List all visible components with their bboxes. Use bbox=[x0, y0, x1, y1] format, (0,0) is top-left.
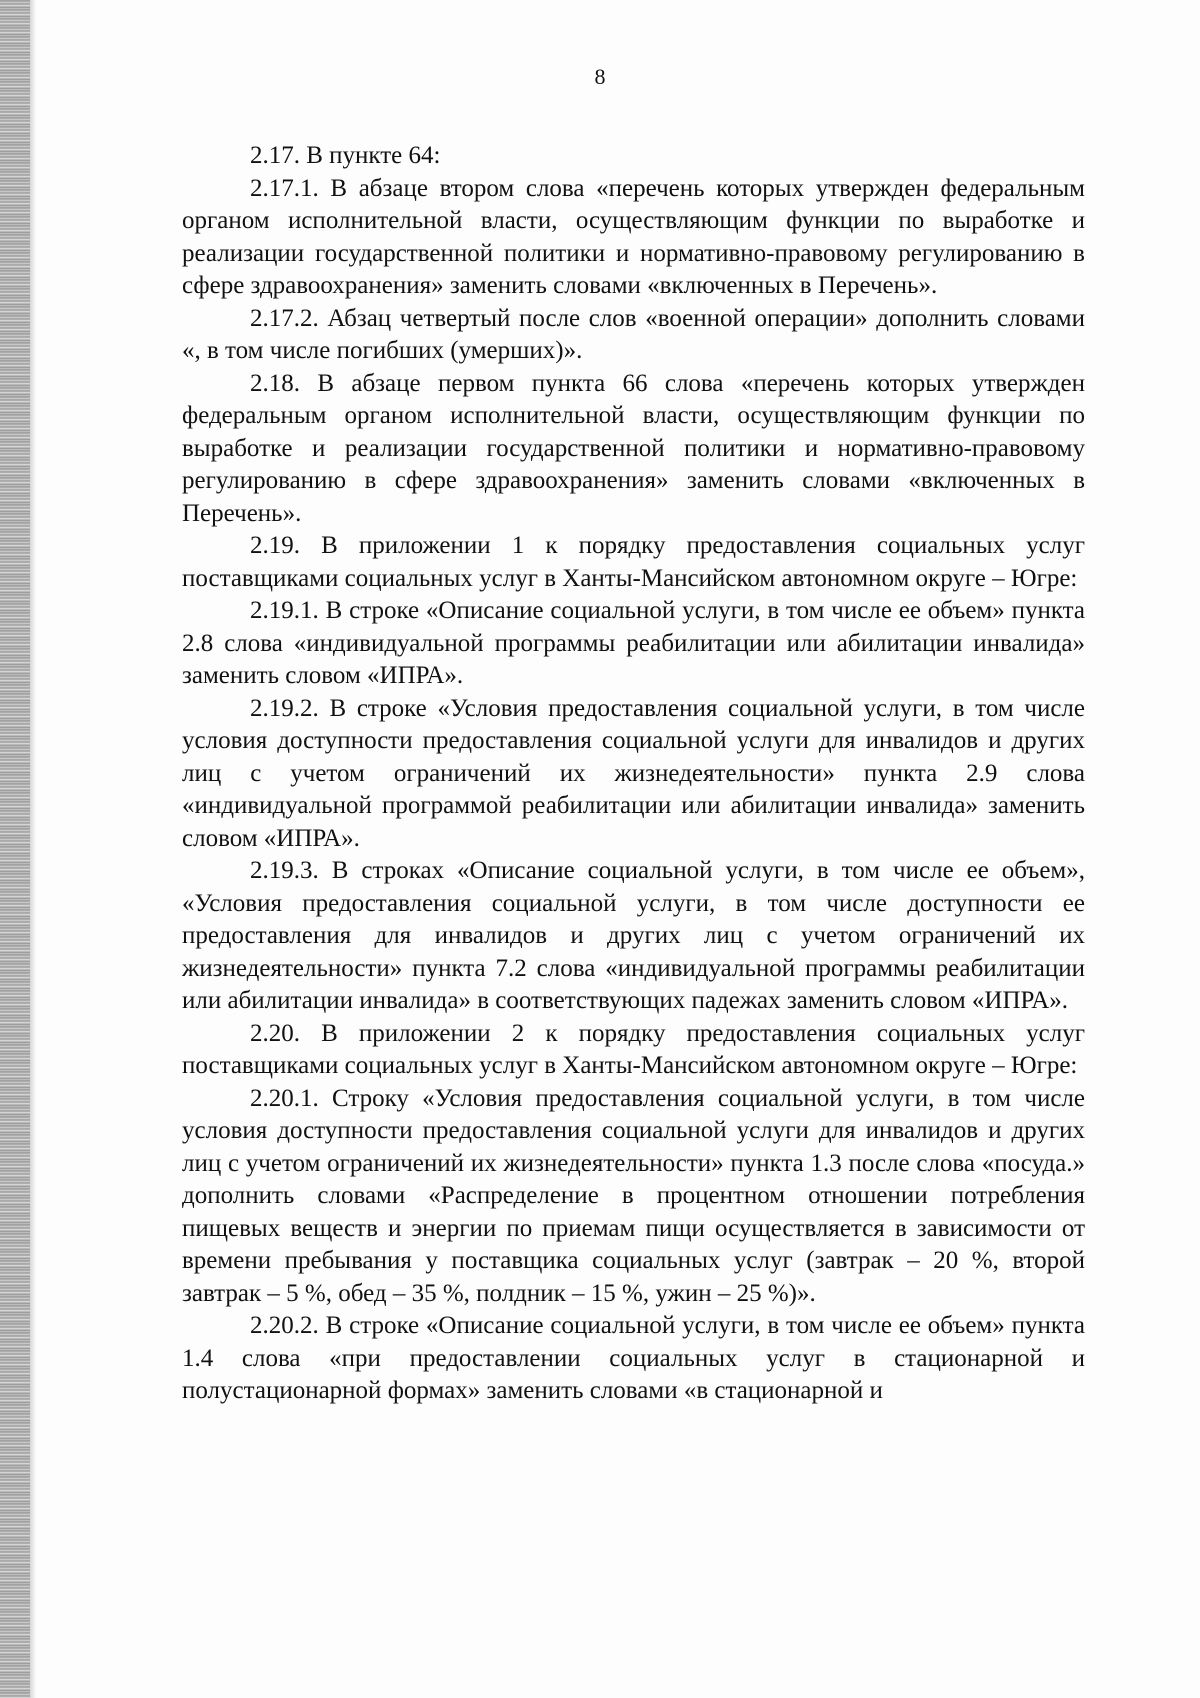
scan-binding-edge bbox=[0, 0, 30, 1698]
paragraph-2-20: 2.20. В приложении 2 к порядку предоставления социальных услуг поставщиками социальных услуг в Ханты-Мансийском автономном округе – Югре: bbox=[182, 1019, 1085, 1079]
paragraph-2-17-1: 2.17.1. В абзаце втором слова «перечень которых утвержден федеральным органом исполнительной власти, осуществляющим функции по выработке и реализации государственной политики и нормативно-правовому регулированию в сфере здравоохранения» заменить словами «включенных в Перечень». bbox=[182, 174, 1085, 299]
paragraph-2-20-1: 2.20.1. Строку «Условия предоставления социальной услуги, в том числе условия доступности предоставления социальной услуги для инвалидов и других лиц с учетом ограничений их жизнедеятельности» пункта 1.3 после слова «посуда.» дополнить словами «Распределение в процентном отношении потребления пищевых веществ и энергии по приемам пищи осуществляется в зависимости от времени пребывания у поставщика социальных услуг (завтрак – 20 %, второй завтрак – 5 %, обед – 35 %, полдник – 15 %, ужин – 25 %)». bbox=[182, 1084, 1085, 1307]
page-number: 8 bbox=[594, 64, 606, 89]
paragraph-2-20-2: 2.20.2. В строке «Описание социальной услуги, в том числе ее объем» пункта 1.4 слова «при предоставлении социальных услуг в стационарной и полустационарной формах» заменить словами «в стационарной и bbox=[182, 1312, 1085, 1404]
paragraph-2-17: 2.17. В пункте 64: bbox=[250, 142, 441, 169]
document-body bbox=[182, 140, 1085, 1408]
paragraph-2-17-2: 2.17.2. Абзац четвертый после слов «военной операции» дополнить словами «, в том числе погибших (умерших)». bbox=[182, 304, 1085, 364]
paragraph-2-19-3: 2.19.3. В строках «Описание социальной услуги, в том числе ее объем», «Условия предоставления социальной услуги, в том числе доступности ее предоставления для инвалидов и других лиц с учетом ограничений их жизнедеятельности» пункта 7.2 слова «индивидуальной программы реабилитации или абилитации инвалида» в соответствующих падежах заменить словом «ИПРА». bbox=[182, 857, 1085, 1014]
paragraph-2-18: 2.18. В абзаце первом пункта 66 слова «перечень которых утвержден федеральным органом исполнительной власти, осуществляющим функции по выработке и реализации государственной политики и нормативно-правовому регулированию в сфере здравоохранения» заменить словами «включенных в Перечень». bbox=[182, 369, 1085, 527]
paragraph-2-19: 2.19. В приложении 1 к порядку предоставления социальных услуг поставщиками социальных услуг в Ханты-Мансийском автономном округе – Югре: bbox=[182, 532, 1085, 592]
paragraph-2-19-1: 2.19.1. В строке «Описание социальной услуги, в том числе ее объем» пункта 2.8 слова «индивидуальной программы реабилитации или абилитации инвалида» заменить словом «ИПРА». bbox=[182, 597, 1085, 689]
paragraph-2-19-2: 2.19.2. В строке «Условия предоставления социальной услуги, в том числе условия доступности предоставления социальной услуги для инвалидов и других лиц с учетом ограничений их жизнедеятельности» пункта 2.9 слова «индивидуальной программой реабилитации или абилитации инвалида» заменить словом «ИПРА». bbox=[182, 694, 1085, 852]
